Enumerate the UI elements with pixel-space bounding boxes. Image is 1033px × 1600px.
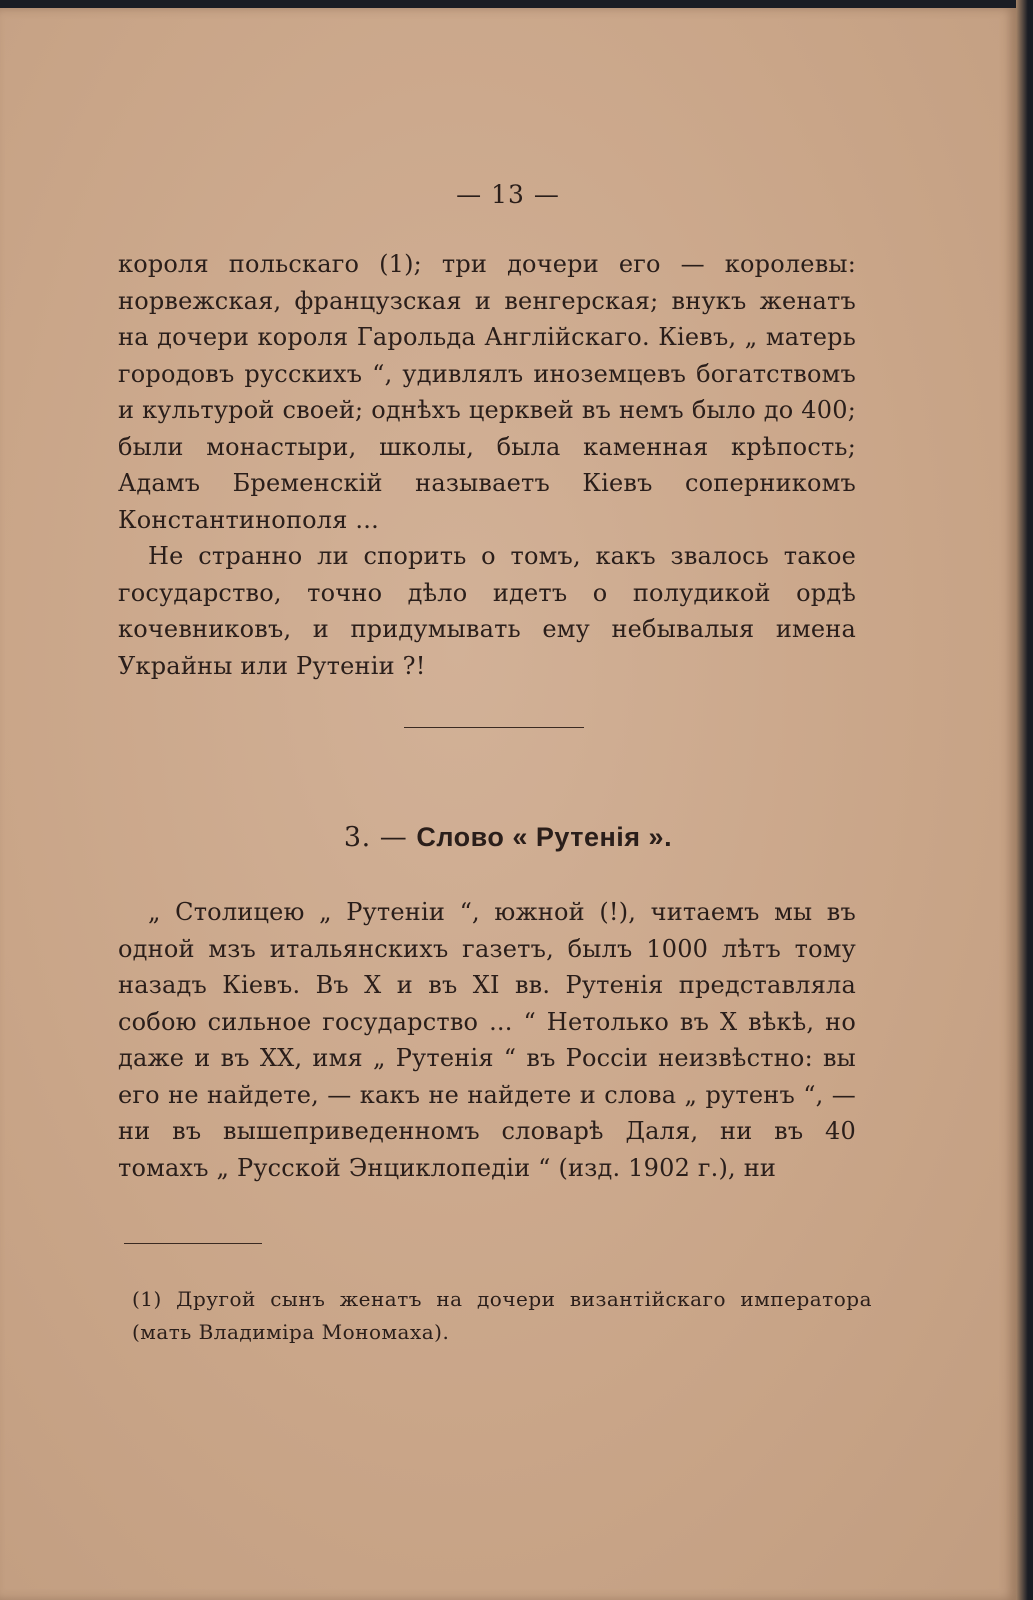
paragraph-2: Не странно ли спорить о томъ, какъ звалось такое государство, точно дѣло идетъ о полудикой ордѣ кочевниковъ, и придумывать ему небывалыя имена Украйны или Рутеніи ?! <box>118 542 856 680</box>
section-number: 3. — <box>343 822 408 853</box>
section-heading <box>0 822 1016 853</box>
section-divider <box>404 727 584 728</box>
paragraph-1: короля польскаго (1); три дочери его — королевы: норвежская, французская и венгерская; внукъ женатъ на дочери короля Гарольда Англійскаго. Кіевъ, „ матерь городовъ русскихъ “, удивлялъ иноземцевъ богатствомъ и культурой своей; однѣхъ церквей въ немъ было до 400; были монастыри, школы, была каменная крѣпость; Адамъ Бременскій называетъ Кіевъ соперникомъ Константинополя ... <box>118 250 856 534</box>
footnote: (1) Другой сынъ женатъ на дочери византійскаго императора (мать Владиміра Мономаха). <box>132 1287 872 1344</box>
footnote-rule <box>124 1243 262 1244</box>
book-page <box>0 8 1016 1600</box>
book-spine-edge <box>1016 0 1033 1600</box>
section-paragraph: „ Столицею „ Рутеніи “, южной (!), читаемъ мы въ одной мзъ итальянскихъ газетъ, былъ 1000 лѣтъ тому назадъ Кіевъ. Въ X и въ XI вв. Рутенія представляла собою сильное государство ... “ Нетолько въ X вѣкѣ, но даже и въ XX, имя „ Рутенія “ въ Россіи неизвѣстно: вы его не найдете, — какъ не найдете и слова „ рутенъ “, — ни въ вышеприведенномъ словарѣ Даля, ни въ 40 томахъ „ Русской Энциклопедіи “ (изд. 1902 г.), ни <box>118 898 856 1182</box>
page-number: — 13 — <box>456 180 560 209</box>
section-title: Слово « Рутенія ». <box>416 822 673 852</box>
